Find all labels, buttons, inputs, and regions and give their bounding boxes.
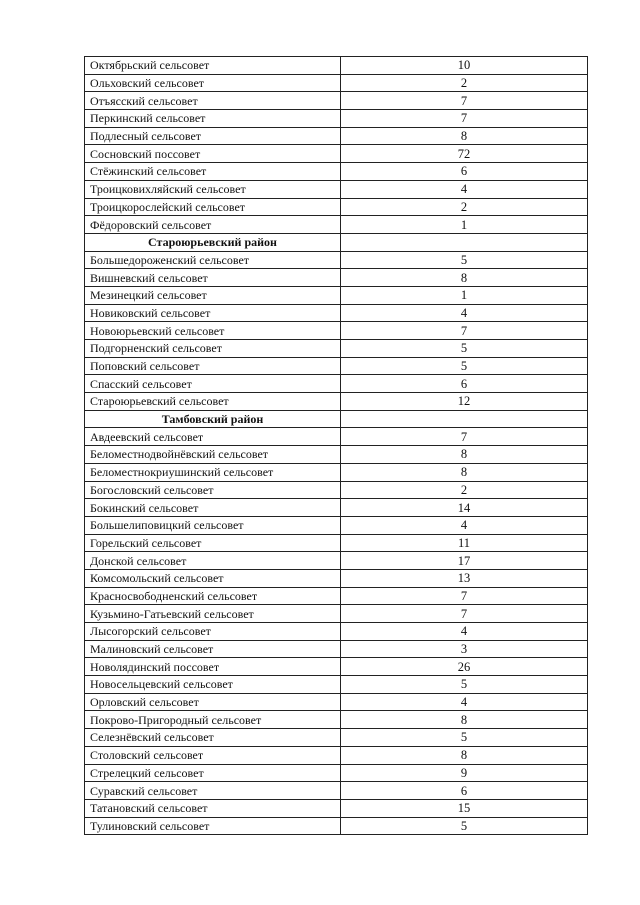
- settlement-name-cell: Авдеевский сельсовет: [85, 428, 341, 446]
- value-cell: 4: [341, 623, 588, 641]
- settlement-name-cell: Беломестнокриушинский сельсовет: [85, 463, 341, 481]
- value-cell: 6: [341, 375, 588, 393]
- table-row: [85, 676, 588, 694]
- settlement-name-cell: Комсомольский сельсовет: [85, 569, 341, 587]
- table-row: [85, 446, 588, 464]
- settlement-name-cell: Отъясский сельсовет: [85, 92, 341, 110]
- table-row: [85, 499, 588, 517]
- value-cell: 8: [341, 127, 588, 145]
- table-row: [85, 817, 588, 835]
- value-cell: 2: [341, 74, 588, 92]
- value-cell: 4: [341, 180, 588, 198]
- value-cell: 13: [341, 569, 588, 587]
- settlement-name-cell: Суравский сельсовет: [85, 782, 341, 800]
- settlement-name-cell: Бокинский сельсовет: [85, 499, 341, 517]
- table-row: [85, 163, 588, 181]
- settlement-name-cell: Спасский сельсовет: [85, 375, 341, 393]
- settlement-name-cell: Покрово-Пригородный сельсовет: [85, 711, 341, 729]
- table-row: [85, 587, 588, 605]
- value-cell: 5: [341, 340, 588, 358]
- settlement-name-cell: Кузьмино-Гатьевский сельсовет: [85, 605, 341, 623]
- value-cell: 9: [341, 764, 588, 782]
- value-cell: [341, 233, 588, 251]
- settlement-name-cell: Орловский сельсовет: [85, 693, 341, 711]
- settlement-name-cell: Вишневский сельсовет: [85, 269, 341, 287]
- settlement-name-cell: Богословский сельсовет: [85, 481, 341, 499]
- value-cell: 6: [341, 163, 588, 181]
- value-cell: 7: [341, 587, 588, 605]
- table-row: [85, 729, 588, 747]
- value-cell: 8: [341, 711, 588, 729]
- value-cell: 4: [341, 304, 588, 322]
- settlement-name-cell: Подлесный сельсовет: [85, 127, 341, 145]
- table-row: [85, 286, 588, 304]
- table-row: [85, 110, 588, 128]
- value-cell: 7: [341, 428, 588, 446]
- table-row: [85, 145, 588, 163]
- table-row: [85, 251, 588, 269]
- table-row: [85, 569, 588, 587]
- table-row: [85, 658, 588, 676]
- table-row: [85, 711, 588, 729]
- table-row: [85, 552, 588, 570]
- value-cell: 8: [341, 269, 588, 287]
- settlements-table-body: [85, 57, 588, 835]
- table-row: [85, 375, 588, 393]
- table-row: [85, 357, 588, 375]
- value-cell: 8: [341, 463, 588, 481]
- table-row: [85, 623, 588, 641]
- table-row: [85, 481, 588, 499]
- value-cell: 14: [341, 499, 588, 517]
- settlement-name-cell: Татановский сельсовет: [85, 799, 341, 817]
- table-row: [85, 764, 588, 782]
- value-cell: 2: [341, 198, 588, 216]
- settlement-name-cell: Стёжинский сельсовет: [85, 163, 341, 181]
- value-cell: 5: [341, 817, 588, 835]
- settlement-name-cell: Новиковский сельсовет: [85, 304, 341, 322]
- table-row: [85, 693, 588, 711]
- table-row: [85, 216, 588, 234]
- value-cell: 2: [341, 481, 588, 499]
- settlement-name-cell: Беломестнодвойнёвский сельсовет: [85, 446, 341, 464]
- district-name-cell: Староюрьевский район: [85, 233, 341, 251]
- value-cell: 4: [341, 693, 588, 711]
- settlement-name-cell: Тулиновский сельсовет: [85, 817, 341, 835]
- table-row: [85, 180, 588, 198]
- table-row: [85, 605, 588, 623]
- value-cell: 8: [341, 446, 588, 464]
- table-row: [85, 304, 588, 322]
- district-name-cell: Тамбовский район: [85, 410, 341, 428]
- table-row: [85, 640, 588, 658]
- table-row: [85, 322, 588, 340]
- settlement-name-cell: Староюрьевский сельсовет: [85, 393, 341, 411]
- table-row: [85, 57, 588, 75]
- district-header-row: [85, 233, 588, 251]
- table-row: [85, 428, 588, 446]
- table-row: [85, 127, 588, 145]
- value-cell: 7: [341, 92, 588, 110]
- value-cell: 7: [341, 322, 588, 340]
- value-cell: 7: [341, 110, 588, 128]
- value-cell: 7: [341, 605, 588, 623]
- settlement-name-cell: Фёдоровский сельсовет: [85, 216, 341, 234]
- settlement-name-cell: Столовский сельсовет: [85, 746, 341, 764]
- settlement-name-cell: Большелиповицкий сельсовет: [85, 516, 341, 534]
- value-cell: 8: [341, 746, 588, 764]
- value-cell: 5: [341, 676, 588, 694]
- settlement-name-cell: Горельский сельсовет: [85, 534, 341, 552]
- value-cell: 6: [341, 782, 588, 800]
- settlement-name-cell: Лысогорский сельсовет: [85, 623, 341, 641]
- settlement-name-cell: Малиновский сельсовет: [85, 640, 341, 658]
- settlement-name-cell: Ольховский сельсовет: [85, 74, 341, 92]
- settlement-name-cell: Новосельцевский сельсовет: [85, 676, 341, 694]
- settlement-name-cell: Октябрьский сельсовет: [85, 57, 341, 75]
- table-row: [85, 746, 588, 764]
- settlement-name-cell: Донской сельсовет: [85, 552, 341, 570]
- settlement-name-cell: Мезинецкий сельсовет: [85, 286, 341, 304]
- value-cell: 4: [341, 516, 588, 534]
- value-cell: 15: [341, 799, 588, 817]
- table-row: [85, 463, 588, 481]
- settlements-table: [84, 56, 588, 835]
- settlement-name-cell: Селезнёвский сельсовет: [85, 729, 341, 747]
- value-cell: 5: [341, 251, 588, 269]
- table-row: [85, 393, 588, 411]
- table-row: [85, 799, 588, 817]
- value-cell: 1: [341, 216, 588, 234]
- settlement-name-cell: Новоюрьевский сельсовет: [85, 322, 341, 340]
- settlement-name-cell: Сосновский поссовет: [85, 145, 341, 163]
- table-row: [85, 74, 588, 92]
- value-cell: 12: [341, 393, 588, 411]
- value-cell: 3: [341, 640, 588, 658]
- value-cell: 10: [341, 57, 588, 75]
- district-header-row: [85, 410, 588, 428]
- value-cell: 11: [341, 534, 588, 552]
- table-row: [85, 516, 588, 534]
- value-cell: 5: [341, 729, 588, 747]
- table-row: [85, 92, 588, 110]
- table-row: [85, 198, 588, 216]
- settlement-name-cell: Троицкорослейский сельсовет: [85, 198, 341, 216]
- value-cell: 72: [341, 145, 588, 163]
- value-cell: [341, 410, 588, 428]
- value-cell: 17: [341, 552, 588, 570]
- value-cell: 5: [341, 357, 588, 375]
- settlement-name-cell: Подгорненский сельсовет: [85, 340, 341, 358]
- value-cell: 1: [341, 286, 588, 304]
- table-row: [85, 269, 588, 287]
- settlement-name-cell: Красносвободненский сельсовет: [85, 587, 341, 605]
- settlement-name-cell: Троицковихляйский сельсовет: [85, 180, 341, 198]
- settlement-name-cell: Стрелецкий сельсовет: [85, 764, 341, 782]
- table-row: [85, 782, 588, 800]
- settlement-name-cell: Поповский сельсовет: [85, 357, 341, 375]
- settlement-name-cell: Новолядинский поссовет: [85, 658, 341, 676]
- table-row: [85, 340, 588, 358]
- table-row: [85, 534, 588, 552]
- settlement-name-cell: Большедороженский сельсовет: [85, 251, 341, 269]
- settlement-name-cell: Перкинский сельсовет: [85, 110, 341, 128]
- value-cell: 26: [341, 658, 588, 676]
